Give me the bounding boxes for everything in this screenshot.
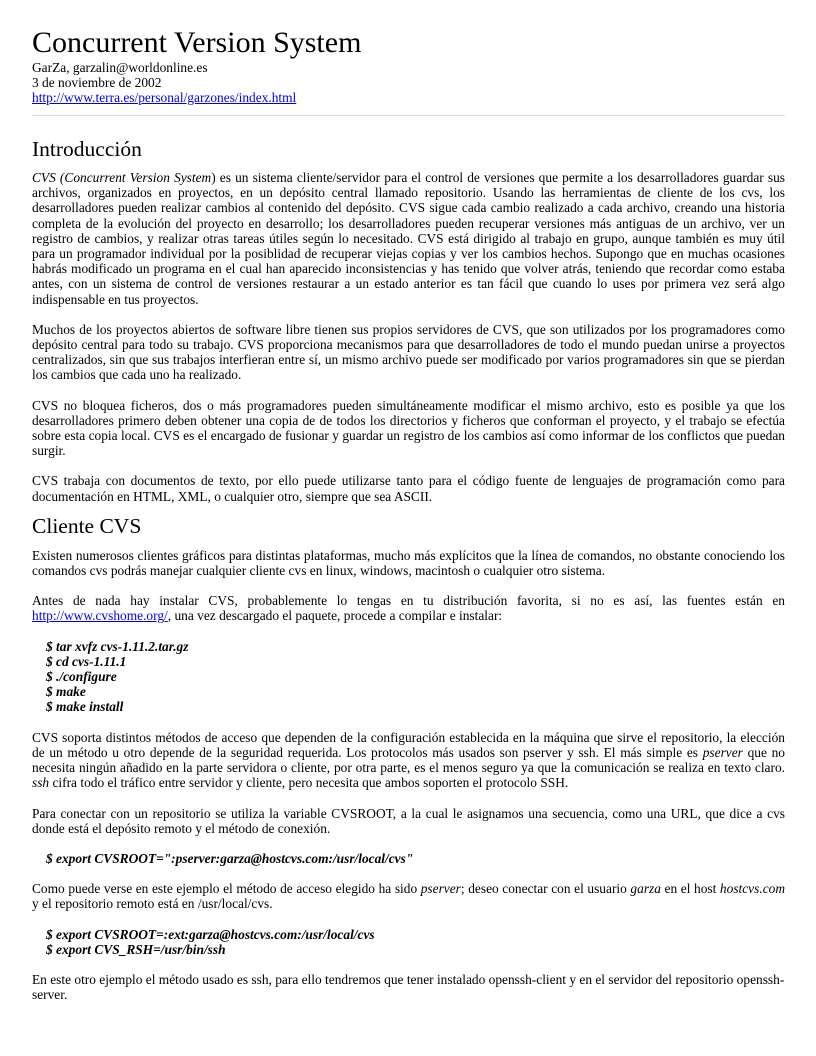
cliente-paragraph-2: Antes de nada hay instalar CVS, probablemente lo tengas en tu distribución favorita, si no es así, las fuentes están en http://www.cvshome.org/, una vez descargado el paquete, procede a compilar e instalar: bbox=[32, 593, 785, 624]
cliente-paragraph-4: Para conectar con un repositorio se utiliza la variable CVSROOT, a la cual le asignamos una secuencia, como una URL, que dice a cvs donde está el depósito remoto y el método de conexión. bbox=[32, 805, 785, 836]
cliente-paragraph-1: Existen numerosos clientes gráficos para distintas plataformas, mucho más explícitos que la línea de comandos, no obstante conociendo los comandos cvs podrás manejar cualquier cliente cvs en linux, windows, macintosh o cualquier otro sistema. bbox=[32, 547, 785, 579]
section-heading-cliente-cvs: Cliente CVS bbox=[32, 513, 142, 538]
date-line: 3 de noviembre de 2002 bbox=[32, 75, 162, 90]
page-title: Concurrent Version System bbox=[32, 26, 362, 59]
intro-paragraph-4: CVS trabaja con documentos de texto, por ello puede utilizarse tanto para el código fuente de lenguajes de programación como para documentación en HTML, XML, o cualquier otro, siempre que sea ASCII. bbox=[32, 473, 785, 504]
install-commands-block bbox=[46, 639, 785, 715]
command-line: $ make install bbox=[46, 699, 124, 715]
pserver-command-block bbox=[46, 851, 785, 866]
header-divider bbox=[32, 115, 785, 116]
author-line: GarZa, garzalin@worldonline.es bbox=[32, 60, 208, 75]
command-line: $ export CVSROOT=":pserver:garza@hostcvs.com:/usr/local/cvs" bbox=[46, 850, 414, 866]
command-line: $ tar xvfz cvs-1.11.2.tar.gz bbox=[46, 638, 189, 654]
ssh-command-block bbox=[46, 927, 785, 957]
intro-paragraph-3: CVS no bloquea ficheros, dos o más programadores pueden simultáneamente modificar el mismo archivo, esto es posible ya que los desarrolladores primero deben obtener una copia de de todos los directorios y ficheros que conforman el proyecto, y el trabajo se efectúa sobre esta copia local. CVS es el encargado de fusionar y guardar un registro de los cambios así como informar de los conflictos que puedan surgir. bbox=[32, 397, 785, 459]
command-line: $ cd cvs-1.11.1 bbox=[46, 653, 127, 669]
cvs-expansion-text: CVS (Concurrent Version System bbox=[32, 170, 212, 185]
command-line: $ ./configure bbox=[46, 669, 117, 685]
command-line: $ export CVS_RSH=/usr/bin/ssh bbox=[46, 941, 226, 957]
intro-paragraph-1: CVS (Concurrent Version System) es un sistema cliente/servidor para el control de versiones que permite a los desarrolladores guardar sus archivos, organizados en proyectos, en un depósito central llamado repositorio. Usando las herramientas de cliente de los cvs, los desarrolladores pueden realizar cambios al contenido del depósito. CVS sigue cada cambio realizado a cada archivo, creando una historia completa de la evolución del proyecto en desarrollo; los desarrolladores pueden recuperar versiones más antiguas de un archivo, ver un registro de cambios, y realizar otras tareas útiles según lo necesitado. CVS está dirigido al trabajo en grupo, aunque también es muy útil para un programador individual por la posiblidad de recuperar viejas copias y ver los cambios hechos. Supongo que en muchas ocasiones habrás modificado un programa en el cual han aparecido inconsistencias y has tenido que volver atrás, teniendo que recordar como estaba antes, con un sistema de control de versiones restaurar a un estado anterior es tan fácil que cuando lo uses por primera vez será algo indispensable en tus proyectos. bbox=[32, 170, 785, 307]
cliente-paragraph-5: Como puede verse en este ejemplo el método de acceso elegido ha sido pserver; deseo conectar con el usuario garza en el host hostcvs.com y el repositorio remoto está en /usr/local/cvs. bbox=[32, 881, 785, 912]
cliente-paragraph-3: CVS soporta distintos métodos de acceso que dependen de la configuración establecida en la máquina que sirve el repositorio, la elección de un método u otro depende de la seguridad requerida. Los protocolos más usados son pserver y ssh. El más simple es pserver que no necesita ningún añadido en la parte servidora o cliente, por otra parte, es el menos seguro ya que la comunicación se realiza en texto claro. ssh cifra todo el tráfico entre servidor y cliente, pero necesita que ambos soporten el protocolo SSH. bbox=[32, 729, 786, 791]
command-line: $ export CVSROOT=:ext:garza@hostcvs.com:/usr/local/cvs bbox=[46, 926, 375, 942]
command-line: $ make bbox=[46, 684, 86, 700]
section-heading-introduccion: Introducción bbox=[32, 137, 142, 161]
cvshome-link[interactable]: http://www.cvshome.org/ bbox=[32, 608, 168, 624]
homepage-link[interactable]: http://www.terra.es/personal/garzones/index.html bbox=[32, 90, 297, 105]
document-content bbox=[32, 26, 785, 1017]
intro-paragraph-2: Muchos de los proyectos abiertos de software libre tienen sus propios servidores de CVS, que son utilizados por los programadores como depósito central para todo su trabajo. CVS proporciona mecanismos para que desarrolladores de todo el mundo puedan unirse a proyectos centralizados, sin que sus trabajos interfieran entre sí, un mismo archivo puede ser modificado por varios programadores sin que se pierdan los cambios que cada uno ha realizado. bbox=[32, 321, 785, 383]
cliente-paragraph-6: En este otro ejemplo el método usado es ssh, para ello tendremos que tener instalado openssh-client y en el servidor del repositorio openssh-server. bbox=[32, 971, 785, 1003]
